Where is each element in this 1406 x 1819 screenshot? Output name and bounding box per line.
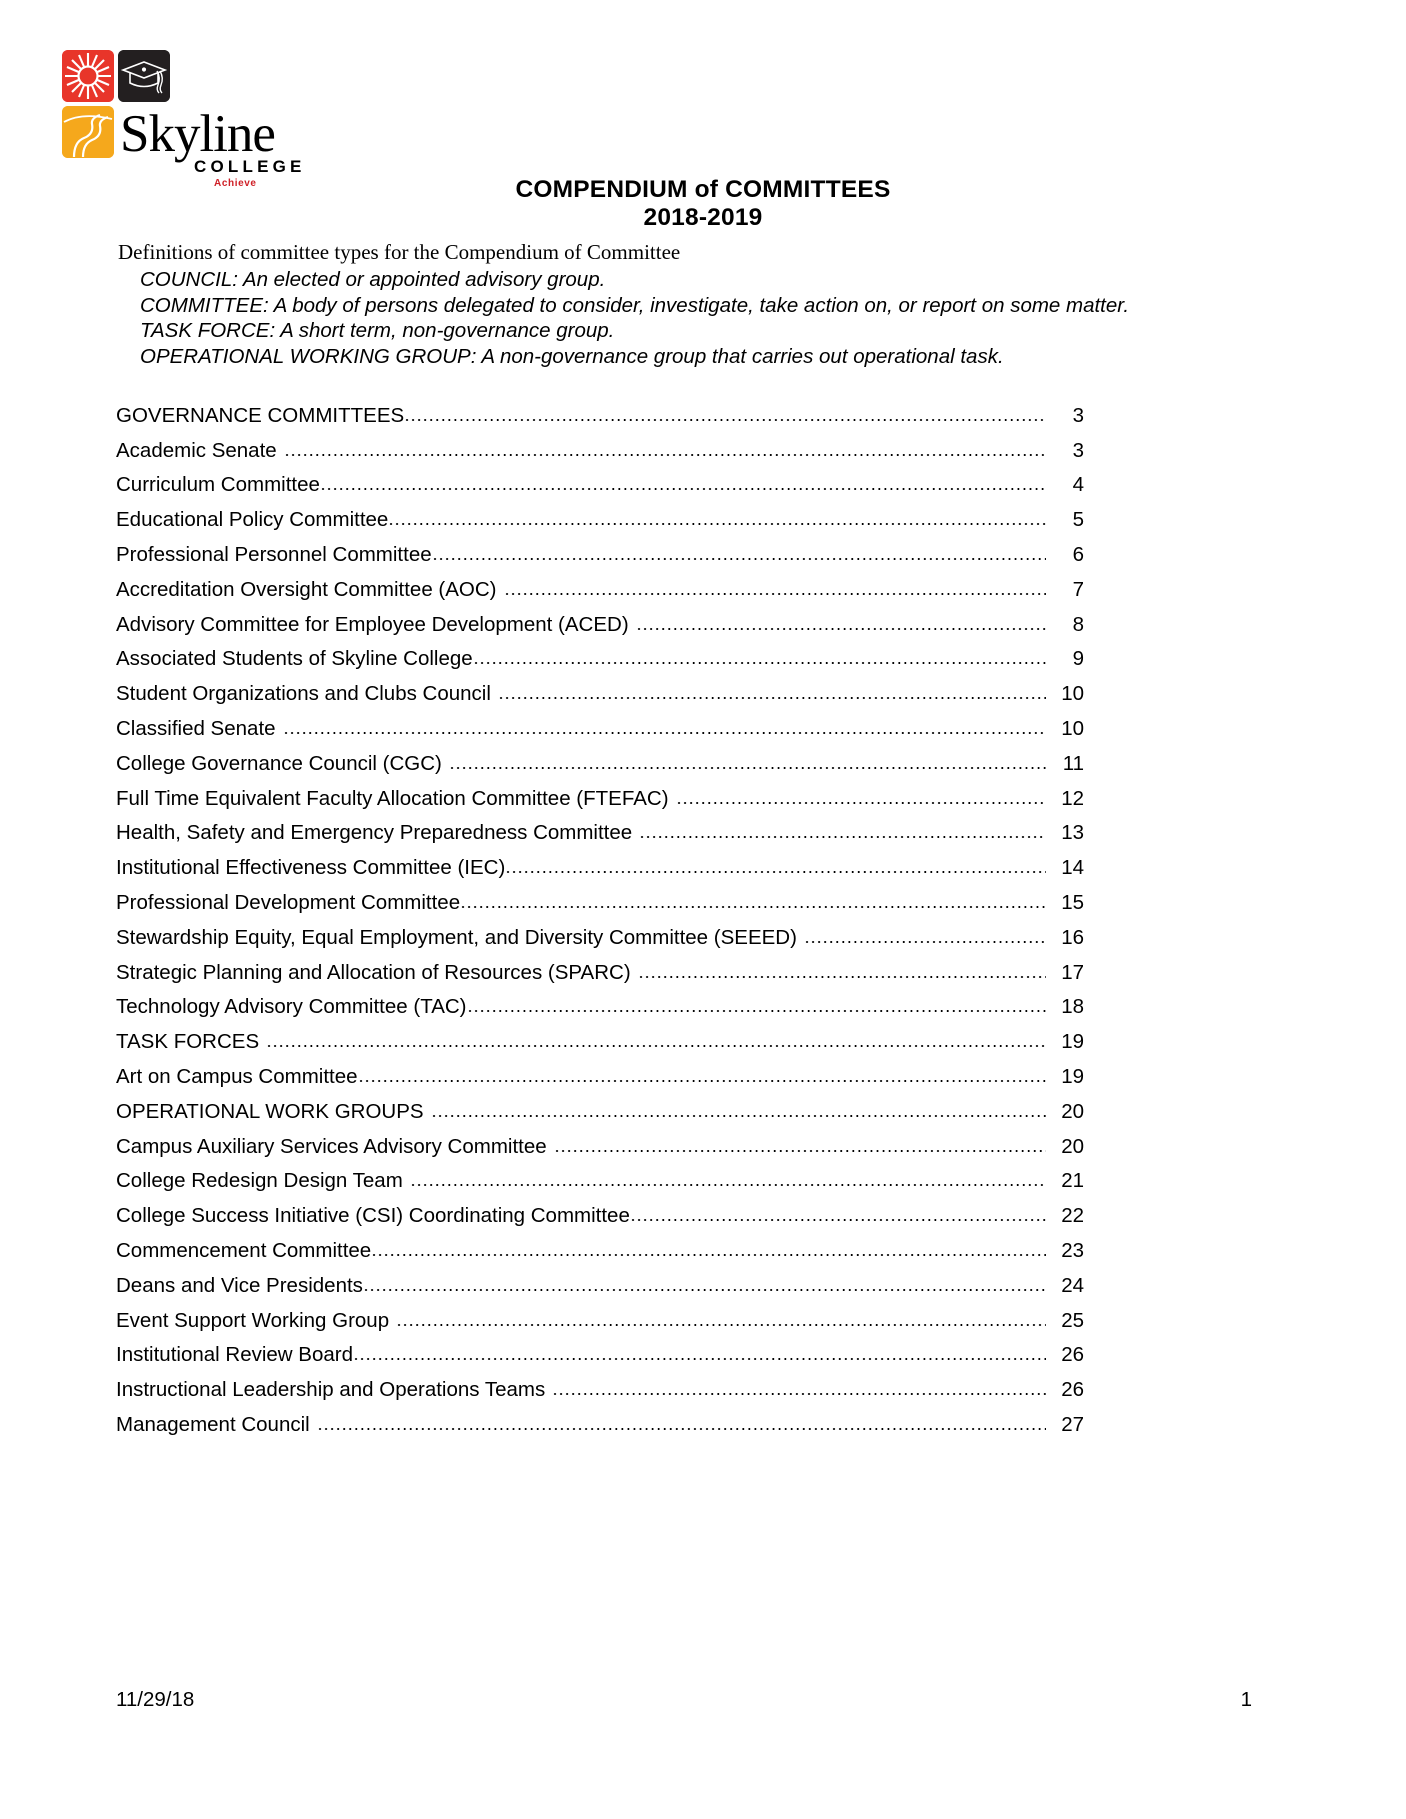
toc-entry[interactable] — [116, 496, 1084, 531]
toc-entry-label: Advisory Committee for Employee Development (ACED) — [116, 612, 629, 636]
toc-entry[interactable] — [116, 1227, 1084, 1262]
toc-dot-leader — [353, 1357, 1046, 1361]
toc-dot-leader — [552, 1392, 1046, 1396]
sun-icon — [62, 50, 114, 102]
toc-entry-page: 19 — [1061, 1064, 1084, 1088]
toc-dot-leader — [554, 1149, 1046, 1153]
toc-entry-page: 25 — [1061, 1308, 1084, 1332]
definition-committee: COMMITTEE: A body of persons delegated to consider, investigate, take action on, or report on some matter. — [140, 293, 1130, 317]
toc-entry-label: Health, Safety and Emergency Preparedness Committee — [116, 821, 633, 845]
toc-entry-label: Classified Senate — [116, 716, 276, 740]
toc-entry-page: 9 — [1072, 647, 1084, 671]
toc-entry-label: Educational Policy Committee — [116, 508, 389, 532]
graduation-cap-icon — [118, 50, 170, 102]
toc-dot-leader — [283, 731, 1046, 735]
logo-tagline: Achieve — [214, 178, 257, 189]
toc-entry[interactable] — [116, 1088, 1084, 1123]
toc-entry[interactable] — [116, 705, 1084, 740]
toc-entry[interactable] — [116, 670, 1084, 705]
toc-entry-label: College Redesign Design Team — [116, 1169, 403, 1193]
toc-dot-leader — [266, 1044, 1046, 1048]
toc-entry[interactable] — [116, 1158, 1084, 1193]
toc-dot-leader — [431, 1114, 1046, 1118]
toc-entry[interactable] — [116, 1123, 1084, 1158]
toc-entry-page: 24 — [1061, 1273, 1084, 1297]
toc-entry-label: Institutional Review Board — [116, 1343, 354, 1367]
toc-entry-label: College Governance Council (CGC) — [116, 751, 442, 775]
winding-road-icon — [62, 106, 114, 158]
toc-entry-page: 8 — [1072, 612, 1084, 636]
page-title: COMPENDIUM of COMMITTEES — [515, 176, 891, 203]
toc-entry-page: 16 — [1061, 925, 1084, 949]
toc-dot-leader — [449, 766, 1046, 770]
toc-entry-label: Professional Personnel Committee — [116, 542, 432, 566]
definition-council: COUNCIL: An elected or appointed advisory group. — [140, 268, 606, 291]
toc-entry-label: Professional Development Committee — [116, 890, 461, 914]
toc-dot-leader — [410, 1183, 1046, 1187]
toc-entry-page: 13 — [1061, 821, 1084, 845]
toc-entry-page: 14 — [1061, 856, 1084, 880]
toc-entry-label: Associated Students of Skyline College — [116, 647, 473, 671]
toc-entry[interactable] — [116, 984, 1084, 1019]
toc-entry-label: Management Council — [116, 1412, 310, 1436]
toc-dot-leader — [396, 1323, 1046, 1327]
toc-entry-page: 4 — [1072, 473, 1084, 497]
definition-task-force: TASK FORCE: A short term, non-governance group. — [140, 319, 615, 342]
toc-entry-label: GOVERNANCE COMMITTEES — [116, 403, 405, 427]
toc-entry[interactable] — [116, 531, 1084, 566]
toc-entry-page: 20 — [1061, 1099, 1084, 1123]
toc-entry[interactable] — [116, 1262, 1084, 1297]
toc-entry-label: Campus Auxiliary Services Advisory Committee — [116, 1134, 547, 1158]
toc-entry-page: 3 — [1072, 403, 1084, 427]
toc-entry-page: 11 — [1062, 751, 1084, 775]
toc-entry-label: Institutional Effectiveness Committee (IEC) — [116, 856, 506, 880]
toc-entry-label: College Success Initiative (CSI) Coordinating Committee — [116, 1204, 630, 1228]
toc-entry-label: Instructional Leadership and Operations Teams — [116, 1378, 546, 1402]
toc-entry-label: Technology Advisory Committee (TAC) — [116, 995, 467, 1019]
toc-entry-label: TASK FORCES — [116, 1030, 260, 1054]
toc-entry-label: OPERATIONAL WORK GROUPS — [116, 1099, 424, 1123]
footer-date: 11/29/18 — [116, 1688, 195, 1711]
toc-dot-leader — [473, 661, 1046, 665]
toc-entry-page: 10 — [1061, 716, 1084, 740]
toc-dot-leader — [467, 1009, 1046, 1013]
toc-entry-label: Art on Campus Committee — [116, 1064, 358, 1088]
toc-entry[interactable] — [116, 601, 1084, 636]
toc-entry-label: Commencement Committee — [116, 1238, 372, 1262]
toc-dot-leader — [284, 453, 1046, 457]
page-footer — [116, 1688, 1290, 1712]
toc-dot-leader — [676, 801, 1046, 805]
toc-dot-leader — [630, 1218, 1046, 1222]
toc-entry-label: Event Support Working Group — [116, 1308, 390, 1332]
toc-entry-label: Strategic Planning and Allocation of Resources (SPARC) — [116, 960, 631, 984]
toc-entry[interactable] — [116, 844, 1084, 879]
logo-wordmark: Skyline — [120, 105, 275, 163]
definitions-lead: Definitions of committee types for the Compendium of Committee — [118, 240, 681, 264]
toc-entry-page: 10 — [1061, 682, 1084, 706]
toc-entry-label: Student Organizations and Clubs Council — [116, 682, 491, 706]
toc-entry[interactable] — [116, 1297, 1084, 1332]
toc-entry-page: 22 — [1061, 1204, 1084, 1228]
toc-dot-leader — [320, 487, 1046, 491]
toc-dot-leader — [317, 1427, 1046, 1431]
toc-entry-label: Deans and Vice Presidents — [116, 1273, 363, 1297]
toc-dot-leader — [505, 870, 1046, 874]
toc-entry[interactable] — [116, 566, 1084, 601]
toc-entry[interactable] — [116, 1332, 1084, 1367]
footer-page-number: 1 — [1240, 1688, 1252, 1711]
toc-entry-page: 12 — [1061, 786, 1084, 810]
toc-entry-page: 27 — [1061, 1412, 1084, 1436]
toc-dot-leader — [498, 696, 1046, 700]
toc-dot-leader — [804, 940, 1046, 944]
toc-entry[interactable] — [116, 1366, 1084, 1401]
toc-dot-leader — [460, 905, 1046, 909]
toc-entry[interactable] — [116, 1401, 1084, 1436]
definitions-section — [118, 240, 1288, 369]
toc-entry-page: 21 — [1061, 1169, 1084, 1193]
toc-entry-page: 20 — [1061, 1134, 1084, 1158]
toc-entry-page: 18 — [1061, 995, 1084, 1019]
toc-entry-page: 6 — [1072, 542, 1084, 566]
toc-dot-leader — [504, 592, 1046, 596]
skyline-college-logo — [62, 50, 312, 190]
toc-entry-label: Stewardship Equity, Equal Employment, and Diversity Committee (SEEED) — [116, 925, 797, 949]
toc-entry[interactable] — [116, 810, 1084, 845]
toc-entry[interactable] — [116, 775, 1084, 810]
toc-entry-page: 23 — [1061, 1238, 1084, 1262]
toc-entry-page: 5 — [1072, 508, 1084, 532]
toc-dot-leader — [639, 835, 1046, 839]
toc-entry-label: Accreditation Oversight Committee (AOC) — [116, 577, 497, 601]
toc-entry[interactable] — [116, 1018, 1084, 1053]
toc-dot-leader — [388, 522, 1046, 526]
toc-entry-label: Full Time Equivalent Faculty Allocation Committee (FTEFAC) — [116, 786, 669, 810]
toc-entry-page: 15 — [1061, 890, 1084, 914]
toc-entry-page: 7 — [1072, 577, 1084, 601]
toc-entry-page: 26 — [1061, 1343, 1084, 1367]
logo-college-text: COLLEGE — [194, 157, 306, 176]
toc-entry[interactable] — [116, 462, 1084, 497]
toc-entry-label: Curriculum Committee — [116, 473, 320, 497]
toc-entry-page: 3 — [1072, 438, 1084, 462]
page-subtitle: 2018-2019 — [643, 204, 763, 231]
toc-dot-leader — [363, 1288, 1046, 1292]
toc-entry[interactable] — [116, 1053, 1084, 1088]
toc-entry[interactable] — [116, 949, 1084, 984]
toc-dot-leader — [404, 418, 1046, 422]
toc-entry[interactable] — [116, 740, 1084, 775]
toc-entry[interactable] — [116, 392, 1084, 427]
toc-entry[interactable] — [116, 1192, 1084, 1227]
table-of-contents — [116, 392, 1084, 1436]
toc-dot-leader — [432, 557, 1046, 561]
toc-dot-leader — [371, 1253, 1046, 1257]
toc-dot-leader — [636, 627, 1046, 631]
toc-entry[interactable] — [116, 636, 1084, 671]
toc-entry[interactable] — [116, 914, 1084, 949]
toc-entry-page: 19 — [1061, 1030, 1084, 1054]
toc-dot-leader — [358, 1079, 1046, 1083]
toc-dot-leader — [638, 975, 1046, 979]
toc-entry[interactable] — [116, 427, 1084, 462]
toc-entry[interactable] — [116, 879, 1084, 914]
definition-operational-working-group: OPERATIONAL WORKING GROUP: A non-governance group that carries out operational task. — [140, 344, 1004, 368]
toc-entry-label: Academic Senate — [116, 438, 277, 462]
toc-entry-page: 17 — [1061, 960, 1084, 984]
toc-entry-page: 26 — [1061, 1378, 1084, 1402]
